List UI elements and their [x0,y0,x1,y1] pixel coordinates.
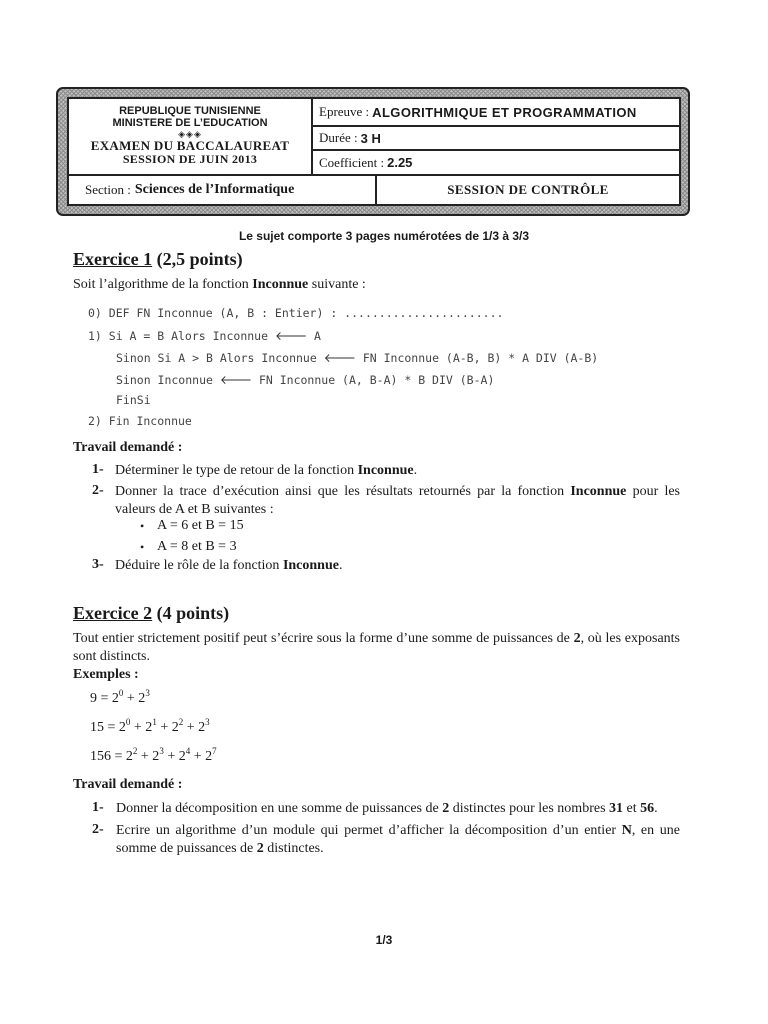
ex2-q1-base: 2 [442,801,450,816]
q1-text-c: . [413,463,418,478]
bullet-icon: • [140,519,145,533]
header-institution [69,99,313,176]
ornament-icon: ◈◈◈ [178,129,202,139]
exercice-1-travail: Travail demandé : [73,440,183,455]
code-text: Sinon Inconnue [116,373,220,387]
header-table [67,97,681,206]
q2-number: 2- [92,822,104,837]
q1-function-name: Inconnue [357,463,414,478]
page-note: Le sujet comporte 3 pages numérotées de 1/3 à 3/3 [238,229,530,243]
q1-text [115,462,417,480]
exemples-heading: Exemples : [73,667,139,682]
code-line-1 [88,328,321,343]
bullet-icon: • [140,540,145,554]
ex2-q1-text-e: et [623,801,641,816]
code-line-3 [116,372,494,387]
code-text: 1) Si A = B Alors Inconnue [88,329,275,343]
duree-row [313,127,679,151]
q2-text-a: Donner la trace d’exécution ainsi que les résultats retournés par la fonction [115,484,571,499]
ex2-q2-n: N [621,823,632,838]
session-label: SESSION DE JUIN 2013 [122,152,258,166]
q3-function-name: Inconnue [282,558,339,573]
intro-text-end: , où les exposants sont distincts. [73,631,680,664]
duree-value: 3 H [360,130,381,146]
republic-label: REPUBLIQUE TUNISIENNE [119,105,261,117]
ministry-label: MINISTERE DE L’EDUCATION [112,117,268,129]
ex2-q2-base: 2 [256,841,264,856]
example-9: $9 = 2^0 + 2^3$ [90,688,150,706]
exercice-2-title [73,603,229,624]
q3-text-c: . [338,558,343,573]
ex2-q1-text-g: . [654,801,658,816]
ex2-q1-n1: 31 [609,801,624,816]
section-value: Sciences de l’Informatique [134,182,295,197]
q1-number: 1- [92,800,104,815]
exercice-2-title-main: Exercice 2 [73,603,153,623]
coefficient-label: Coefficient : [319,154,385,170]
code-text: Sinon Si A > B Alors Inconnue [116,351,324,365]
intro-text: Tout entier strictement positif peut s’écrire sous la forme d’une somme de puissances de [73,631,574,646]
coefficient-value: 2.25 [387,155,413,170]
epreuve-row [313,99,679,127]
code-text: FN Inconnue (A, B-A) * B DIV (B-A) [252,373,495,387]
exam-label: EXAMEN DU BACCALAUREAT [90,138,290,153]
exercice-1-title-main: Exercice 1 [73,249,153,269]
q2-case-1: A = 6 et B = 15 [157,518,244,533]
page-number: 1/3 [375,933,393,947]
code-line-0: 0) DEF FN Inconnue (A, B : Entier) : ....................... [88,306,504,320]
code-line-4: FinSi [116,393,151,407]
exercice-2-points: (4 points) [152,603,230,623]
assign-arrow-icon: 🡐 [219,373,253,387]
ex2-q1-text-a: Donner la décomposition en une somme de puissances de [116,801,443,816]
exercice-1-title [73,249,243,270]
epreuve-label: Epreuve : [319,104,370,119]
q3-text-a: Déduire le rôle de la fonction [115,558,283,573]
intro-text: Soit l’algorithme de la fonction [73,277,253,292]
q2-number: 2- [92,483,104,498]
assign-arrow-icon: 🡐 [323,351,356,365]
exercice-2-travail: Travail demandé : [73,777,183,792]
ex2-q1-text [116,800,658,818]
ex2-q1-text-c: distinctes pour les nombres [449,801,610,816]
code-line-2 [116,350,598,365]
q3-number: 3- [92,557,104,572]
example-156: $156 = 2^2 + 2^3 + 2^4 + 2^7$ [90,746,217,764]
intro-function-name: Inconnue [252,277,309,292]
exercice-1-points: (2,5 points) [152,249,243,269]
code-text: FN Inconnue (A-B, B) * A DIV (A-B) [355,351,599,365]
duree-label: Durée : [319,130,358,145]
example-15: $15 = 2^0 + 2^1 + 2^2 + 2^3$ [90,717,210,735]
coefficient-row [313,151,679,176]
q1-number: 1- [92,462,104,477]
section-cell [69,176,377,204]
ex2-q2-text-e: distinctes. [263,841,324,856]
assign-arrow-icon: 🡐 [274,329,308,343]
exercice-1-intro [73,276,366,294]
q1-text-a: Déterminer le type de retour de la fonction [115,463,358,478]
q2-text-c: pour les valeurs de A et B suivantes : [115,484,681,517]
code-text: A [307,329,321,343]
ex2-q1-n2: 56 [640,801,655,816]
q2-text [115,483,680,519]
ex2-q2-text-c: , en une somme de puissances de [116,823,680,856]
session-type: SESSION DE CONTRÔLE [447,182,609,197]
ex2-q2-text-a: Ecrire un algorithme d’un module qui permet d’afficher la décomposition d’un entier [116,823,622,838]
epreuve-value: ALGORITHMIQUE ET PROGRAMMATION [372,104,637,120]
intro-base: 2 [573,631,581,646]
intro-text-end: suivante : [308,277,366,292]
section-label: Section : [85,182,131,197]
ex2-q2-text [116,822,680,858]
q3-text [115,557,342,575]
q2-function-name: Inconnue [570,484,627,499]
q2-case-2: A = 8 et B = 3 [157,539,237,554]
exercice-2-intro [73,630,680,666]
code-line-5: 2) Fin Inconnue [88,414,192,428]
